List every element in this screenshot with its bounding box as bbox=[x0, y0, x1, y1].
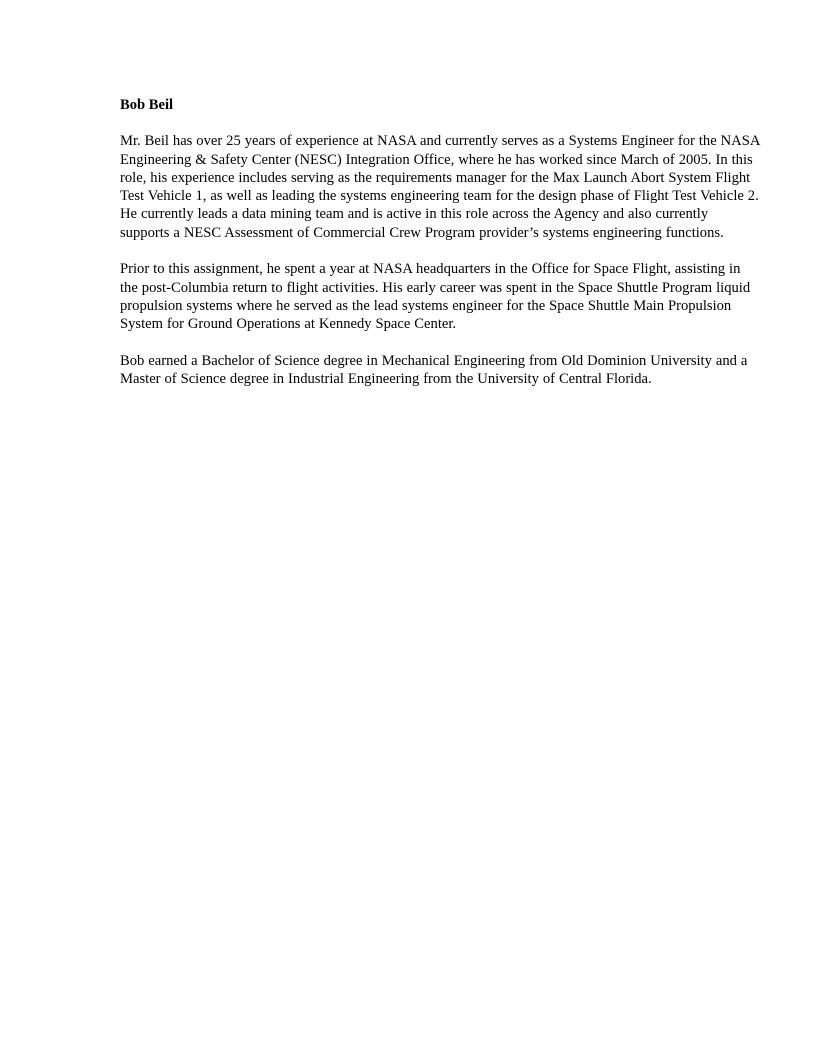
document-body bbox=[120, 96, 760, 407]
bio-paragraph-experience: Mr. Beil has over 25 years of experience at NASA and currently serves as a Systems Engineer for the NASA Engineering & Safety Center (NESC) Integration Office, where he has worked since March of 2005. In this role, his experience includes serving as the requirements manager for the Max Launch Abort System Flight Test Vehicle 1, as well as leading the systems engineering team for the design phase of Flight Test Vehicle 2. He currently leads a data mining team and is active in this role across the Agency and also currently supports a NESC Assessment of Commercial Crew Program provider’s systems engineering functions. bbox=[120, 133, 760, 241]
document-title: Bob Beil bbox=[120, 97, 174, 113]
bio-paragraph-education: Bob earned a Bachelor of Science degree in Mechanical Engineering from Old Dominion University and a Master of Science degree in Industrial Engineering from the University of Central Florida. bbox=[120, 352, 748, 388]
bio-paragraph-prior-assignment: Prior to this assignment, he spent a year at NASA headquarters in the Office for Space Flight, assisting in the post-Columbia return to flight activities. His early career was spent in the Space Shuttle Program liquid propulsion systems where he served as the lead systems engineer for the Space Shuttle Main Propulsion System for Ground Operations at Kennedy Space Center. bbox=[120, 261, 751, 333]
